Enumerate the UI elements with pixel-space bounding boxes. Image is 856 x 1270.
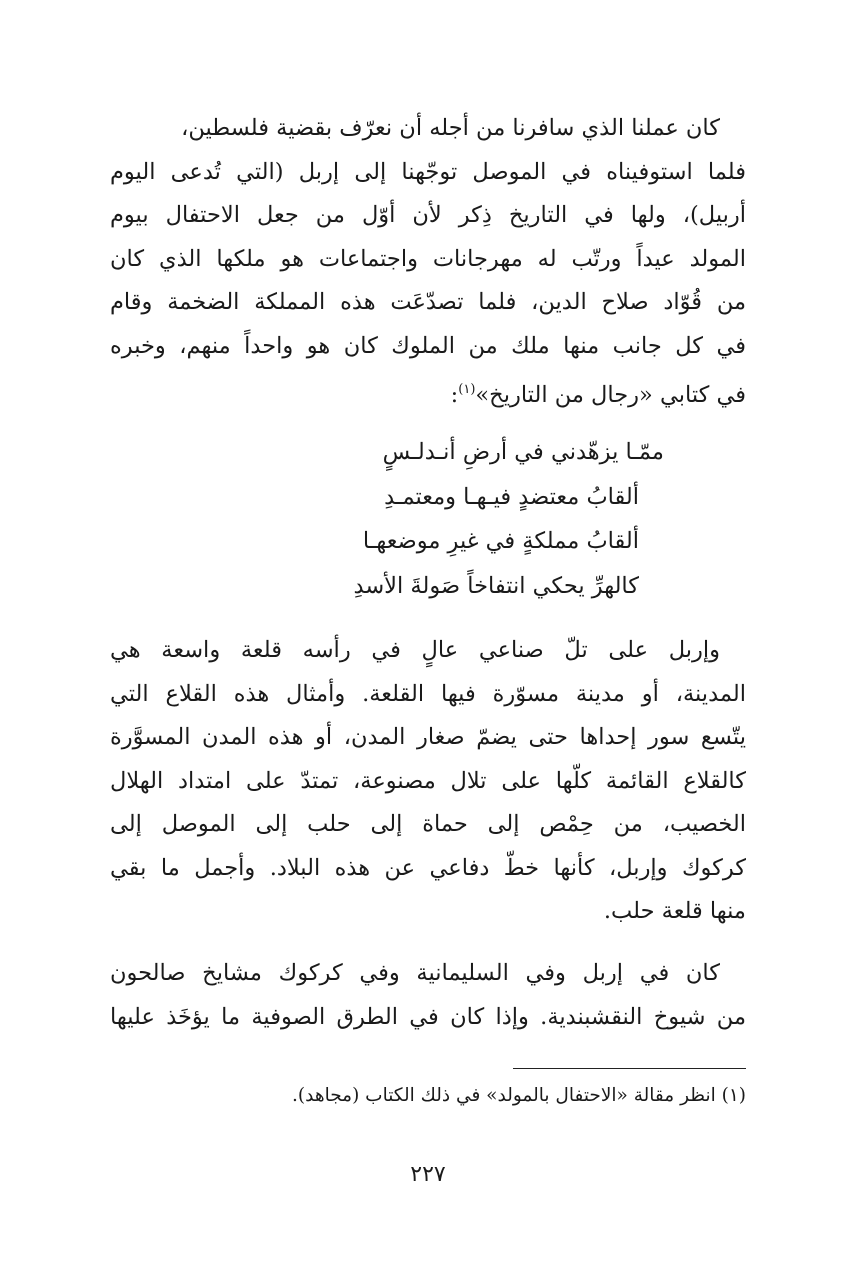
page-number: ٢٢٧ (410, 1162, 446, 1187)
paragraph-line: المولد عيداً ورتّب له مهرجانات واجتماعات هو ملكها الذي كان (110, 245, 746, 272)
verse-line-1: ممّـا يزهّدني في أرضِ أنـدلـسٍ (382, 439, 664, 465)
paragraph-line: في كل جانب منها ملك من الملوك كان هو واحداً منهم، وخبره (110, 332, 746, 359)
verse-line-2: ألقابُ معتضدٍ فيـهـا ومعتمـدِ (384, 484, 639, 510)
footnote: (١) انظر مقالة «الاحتفال بالمولد» في ذلك الكتاب (مجاهد). (292, 1085, 746, 1106)
colon: : (450, 382, 459, 408)
footnote-separator (513, 1068, 746, 1069)
paragraph-line: في كتابي «رجال من التاريخ» (475, 382, 746, 408)
paragraph-line-last (110, 368, 746, 418)
paragraph-line: كركوك وإربل، كأنها خطّ دفاعي عن هذه البلاد. وأجمل ما بقي (110, 854, 746, 881)
paragraph-line: المدينة، أو مدينة مسوّرة فيها القلعة. وأمثال هذه القلاع التي (110, 680, 746, 707)
paragraph-line: من شيوخ النقشبندية. وإذا كان في الطرق الصوفية ما يؤخَذ عليها (110, 1003, 746, 1030)
paragraph-line: فلما استوفيناه في الموصل توجّهنا إلى إربل (التي تُدعى اليوم (110, 158, 746, 185)
paragraph-line: منها قلعة حلب. (603, 898, 746, 924)
paragraph-1 (110, 107, 746, 418)
paragraph-line: يتّسع سور إحداها حتى يضمّ صغار المدن، أو هذه المدن المسوَّرة (110, 724, 746, 750)
paragraph-line: وإربل على تلّ صناعي عالٍ في رأسه قلعة واسعة هي (110, 637, 720, 663)
paragraph-2 (110, 629, 746, 934)
paragraph-line: أربيل)، ولها في التاريخ ذِكر لأن أوّل من جعل الاحتفال بيوم (110, 202, 746, 228)
paragraph-line: كالقلاع القائمة كلّها على تلال مصنوعة، تمتدّ على امتداد الهلال (110, 767, 746, 794)
verse-line-4: كالهرِّ يحكي انتفاخاً صَولةَ الأسدِ (353, 573, 639, 599)
paragraph-line: كان عملنا الذي سافرنا من أجله أن نعرّف بقضية فلسطين، (181, 115, 720, 141)
paragraph-line: من قُوّاد صلاح الدين، فلما تصدّعَت هذه المملكة الضخمة وقام (110, 289, 746, 315)
paragraph-3 (110, 952, 746, 1039)
paragraph-line: كان في إربل وفي السليمانية وفي كركوك مشايخ صالحون (110, 960, 720, 986)
verse-line-3: ألقابُ مملكةٍ في غيرِ موضعهـا (362, 528, 639, 554)
footnote-reference[interactable]: (١) (458, 382, 476, 397)
paragraph-line: الخصيب، من حِمْص إلى حماة إلى حلب إلى الموصل إلى (110, 811, 746, 837)
